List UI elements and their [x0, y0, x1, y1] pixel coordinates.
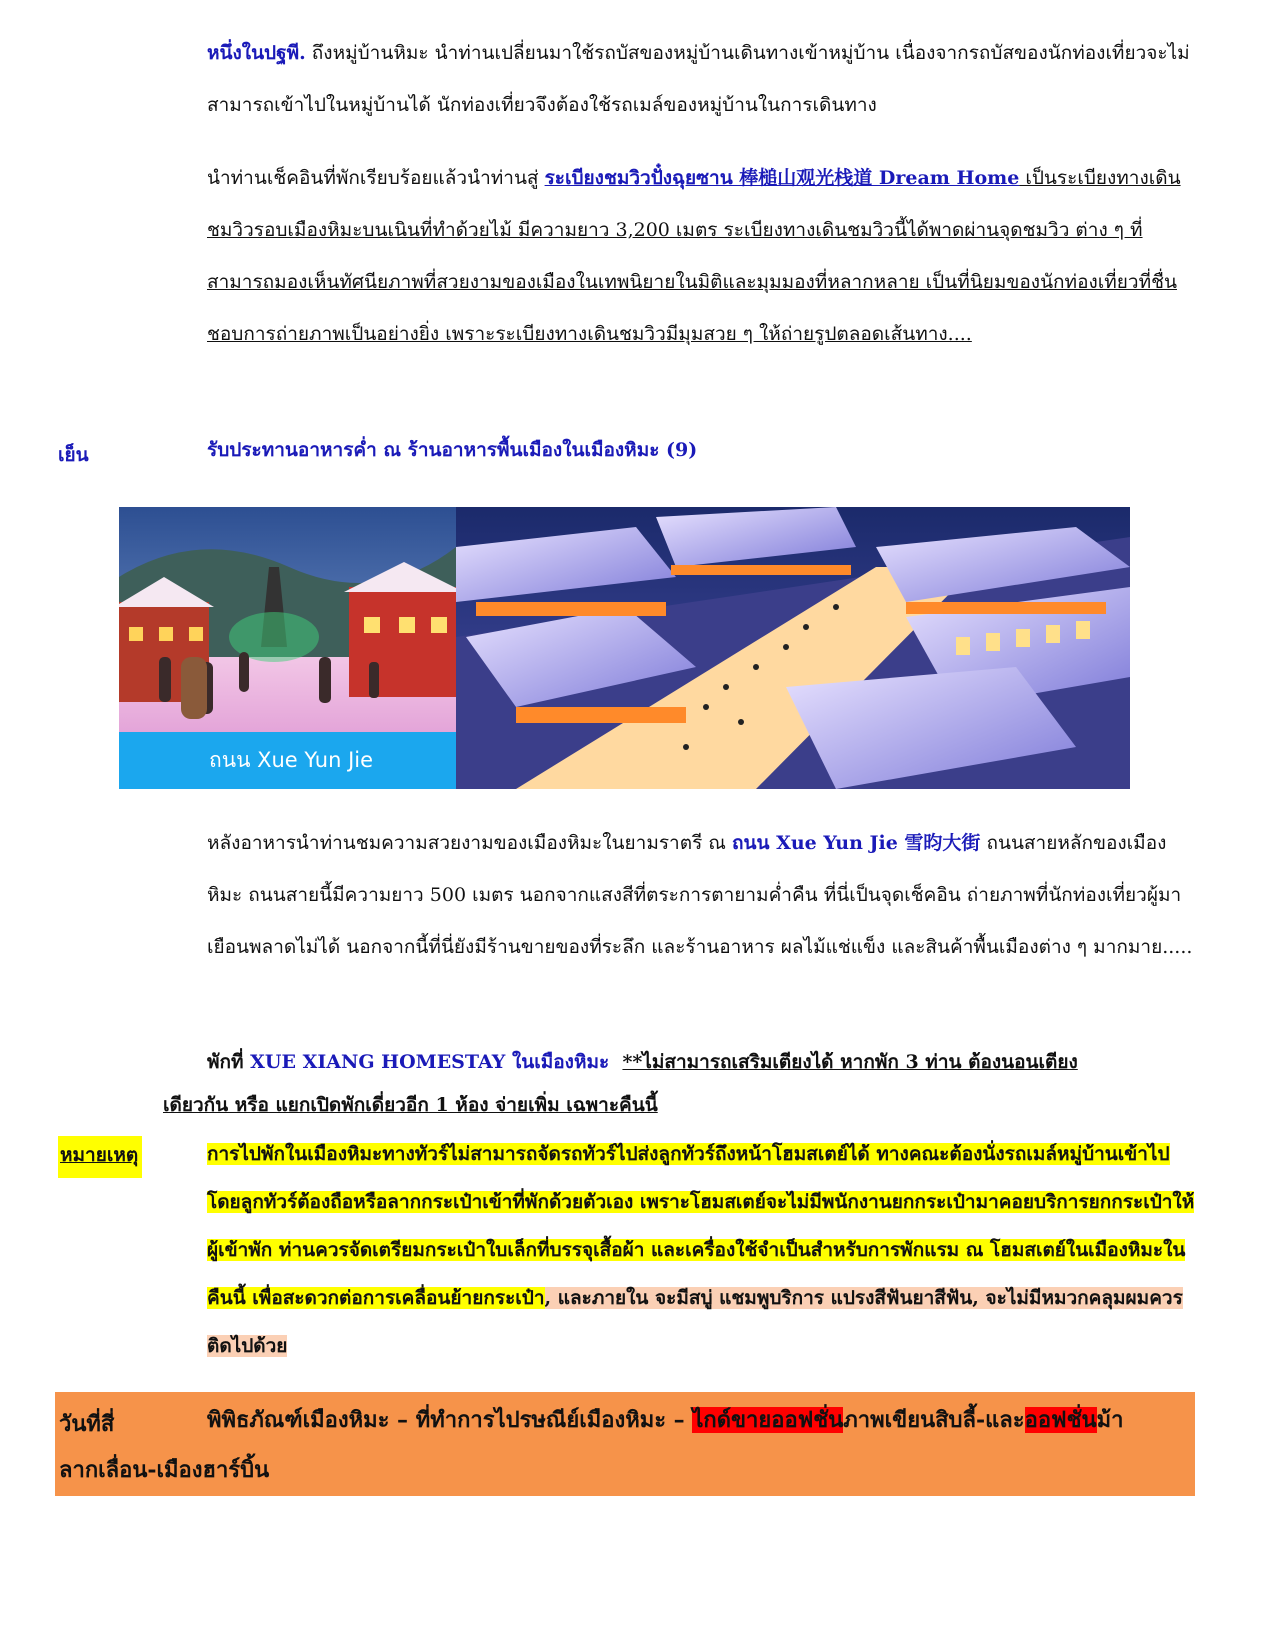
photo-caption: ถนน Xue Yun Jie	[119, 732, 456, 789]
intro-text: ถึงหมู่บ้านหิมะ นำท่านเปลี่ยนมาใช้รถบัสของหมู่บ้านเดินทางเข้าหมู่บ้าน เนื่องจากรถบัสของนักท่องเที่ยวจะไม่สามารถเข้าไปในหมู่บ้านได้ นักท่องเที่ยวจึงต้องใช้รถเมล์ของหมู่บ้านในการเดินทาง	[207, 42, 1190, 116]
street-paragraph	[207, 817, 1197, 973]
day4-part2: ภาพเขียนสิบลี้-และ	[843, 1407, 1025, 1433]
village-photo	[456, 507, 1130, 789]
boardwalk-prefix: นำท่านเช็คอินที่พักเรียบร้อยแล้วนำท่านสู่	[207, 167, 545, 189]
dinner-label: เย็น	[58, 444, 89, 466]
boardwalk-paragraph	[207, 152, 1197, 360]
remark-yellow: การไปพักในเมืองหิมะทางทัวร์ไม่สามารถจัดรถทัวร์ไปส่งลูกทัวร์ถึงหน้าโฮมสเตย์ได้ ทางคณะต้องนั่งรถเมล์หมู่บ้านเข้าไป โดยลูกทัวร์ต้องถือหรือลากกระเป๋าเข้าที่พักด้วยตัวเอง เพราะโฮมสเตย์จะไม่มีพนักงานยกกระเป๋ามาคอยบริการยกกระเป๋าให้ผู้เข้าพัก ท่านควรจัดเตรียมกระเป๋าใบเล็กที่บรรจุเสื้อผ้า และเครื่องใช้จำเป็นสำหรับการพักแรม ณ โฮมสเตย์ในเมืองหิมะในคืนนี้ เพื่อสะดวกต่อการเคลื่อนย้ายกระเป๋า	[207, 1143, 1195, 1309]
village-photo-graphic	[456, 507, 1130, 789]
street-prefix: หลังอาหารนำท่านชมความสวยงามของเมืองหิมะในยามราตรี ณ	[207, 832, 732, 854]
stay-hotel: XUE XIANG HOMESTAY ในเมืองหิมะ	[250, 1051, 610, 1073]
dinner-text: รับประทานอาหารค่ำ ณ ร้านอาหารพื้นเมืองในเมืองหิมะ (9)	[207, 439, 698, 461]
day4-title	[207, 1398, 1123, 1442]
day4-label: วันที่สี่	[59, 1411, 115, 1437]
day4-red1: ไกด์ขายออฟชั่น	[692, 1407, 844, 1433]
day4-red2: ออฟชั่น	[1024, 1407, 1097, 1433]
intro-lead: หนึ่งในปฐพี.	[207, 42, 306, 64]
day4-part3: ม้า	[1096, 1407, 1124, 1433]
street-text: ถนนสายหลักของเมืองหิมะ ถนนสายนี้มีความยาว 500 เมตร นอกจากแสงสีที่ตระการตายามค่ำคืน ที่นี่เป็นจุดเช็คอิน ถ่ายภาพที่นักท่องเที่ยวผู้มาเยือนพลาดไม่ได้ นอกจากนี้ที่นี่ยังมีร้านขายของที่ระลึก และร้านอาหาร ผลไม้แช่แข็ง และสินค้าพื้นเมืองต่าง ๆ มากมาย.....	[207, 832, 1193, 958]
remark-label: หมายเหตุ	[58, 1136, 142, 1178]
day4-line2: ลากเลื่อน-เมืองฮาร์บิ้น	[59, 1457, 270, 1483]
boardwalk-link[interactable]: ระเบียงชมวิวปั๋งฉุยซาน 棒槌山观光栈道 Dream Home	[544, 167, 1020, 189]
stay-prefix: พักที่	[207, 1051, 251, 1073]
street-photo	[119, 507, 456, 789]
intro-paragraph	[207, 27, 1197, 131]
day4-header	[55, 1392, 1195, 1496]
day4-part1: พิพิธภัณฑ์เมืองหิมะ – ที่ทำการไปรษณีย์เมืองหิมะ –	[207, 1407, 693, 1433]
stay-note-2: เดียวกัน หรือ แยกเปิดพักเดี่ยวอีก 1 ห้อง จ่ายเพิ่ม เฉพาะคืนนี้	[163, 1094, 658, 1116]
remark-peach: , และภายใน จะมีสบู่ แชมพูบริการ แปรงสีฟันยาสีฟัน, จะไม่มีหมวกคลุมผมควรติดไปด้วย	[207, 1287, 1183, 1357]
stay-line-1	[207, 1040, 1197, 1084]
remark-paragraph	[207, 1130, 1197, 1370]
boardwalk-desc: เป็นระเบียงทางเดินชมวิวรอบเมืองหิมะบนเนินที่ทำด้วยไม้ มีความยาว 3,200 เมตร ระเบียงทางเดินชมวิวนี้ได้พาดผ่านจุดชมวิว ต่าง ๆ ที่สามารถมองเห็นทัศนียภาพที่สวยงามของเมืองในเทพนิยายในมิติและมุมมองที่หลากหลาย เป็นที่นิยมของนักท่องเที่ยวที่ชื่นชอบการถ่ายภาพเป็นอย่างยิ่ง เพราะระเบียงทางเดินชมวิวมีมุมสวย ๆ ให้ถ่ายรูปตลอดเส้นทาง....	[207, 167, 1181, 345]
street-name: ถนน Xue Yun Jie 雪昀大街	[731, 832, 981, 854]
stay-note-1: **ไม่สามารถเสริมเตียงได้ หากพัก 3 ท่าน ต้องนอนเตียง	[622, 1051, 1078, 1073]
